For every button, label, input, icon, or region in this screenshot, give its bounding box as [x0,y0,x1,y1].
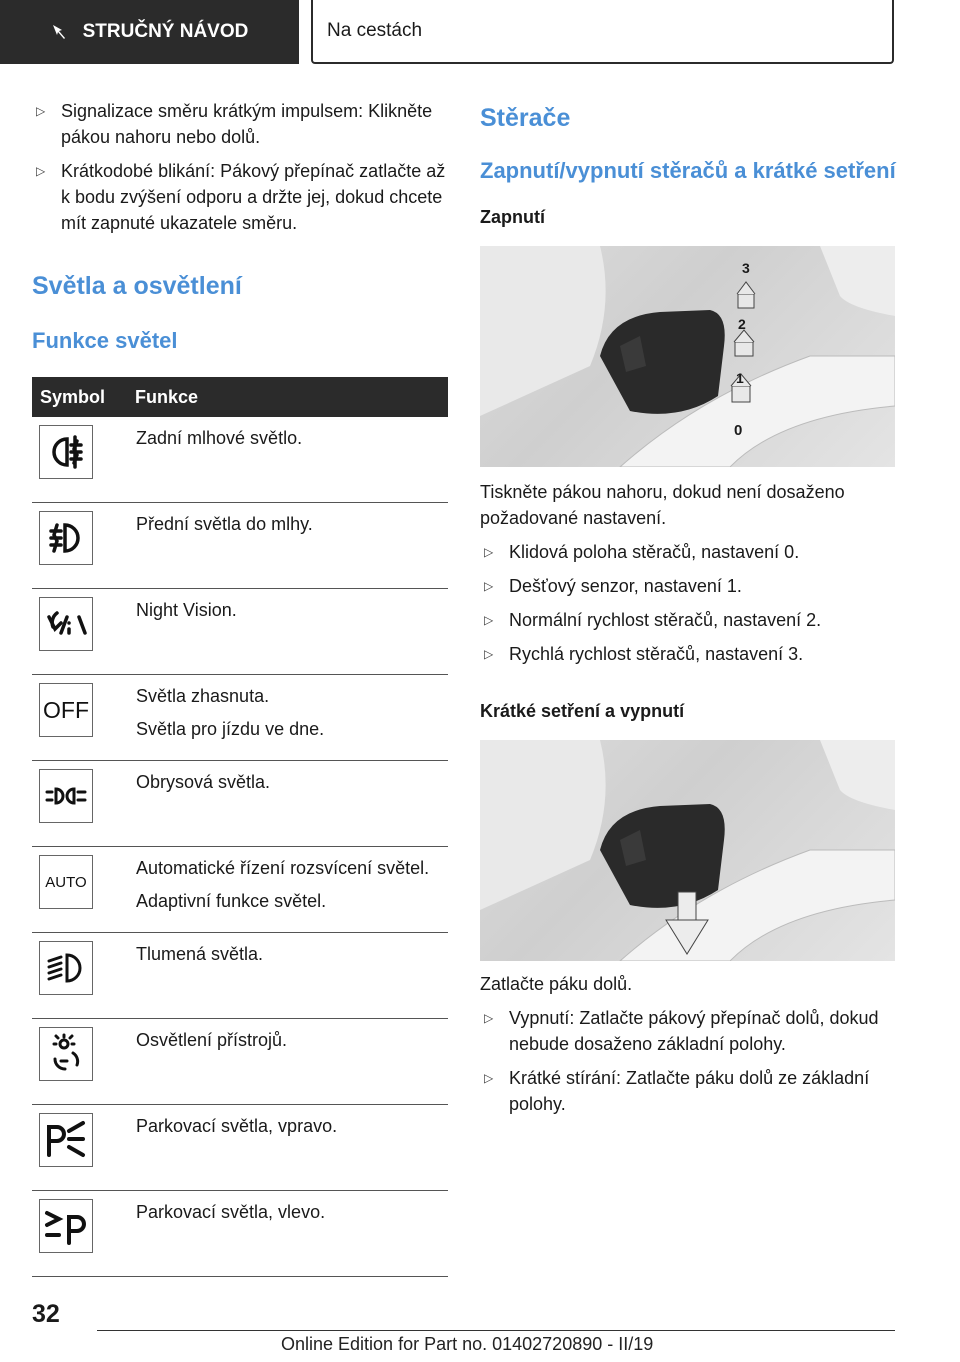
table-row [32,847,448,933]
column-header-symbol: Symbol [32,377,129,417]
list-item: ▷ Dešťový senzor, nastavení 1. [480,573,896,599]
front-fog-light-icon [39,511,93,565]
heading-short-wipe: Krátké setření a vypnutí [480,701,685,721]
table-row [32,1105,448,1191]
table-row [32,589,448,675]
table-row [32,761,448,847]
function-text-secondary: Adaptivní funkce světel. [136,891,327,911]
header-section [311,0,894,64]
quick-guide-icon [51,23,69,41]
edition-text: Online Edition for Part no. 01402720890 - II/19 [281,1334,654,1354]
header-tab-label: STRUČNÝ NÁVOD [82,21,249,42]
subsection-heading-light-functions: Funkce světel [32,328,178,353]
wiper-lever-up-image [480,246,895,467]
lights-off-icon [39,683,93,737]
table-row [32,503,448,589]
section-heading-wipers: Stěrače [480,104,571,132]
table-row [32,933,448,1019]
lights-off-icon-text: OFF [43,696,89,723]
section-heading-lights: Světla a osvětlení [32,272,242,300]
light-functions-table [32,377,448,1277]
function-text: Parkovací světla, vlevo. [136,1202,326,1222]
parking-side-lights-icon [39,769,93,823]
instruction-text: Tiskněte pákou nahoru, dokud není dosaženo požadované nastavení. [480,482,845,528]
rear-fog-light-icon [39,425,93,479]
function-text: Světla zhasnuta. [136,686,270,706]
wiper-position-2-label: 2 [738,316,746,332]
function-text: Obrysová světla. [136,772,271,792]
subsection-heading-wiper-toggle: Zapnutí/vypnutí stěračů a krátké setření [480,158,896,183]
header-section-label: Na cestách [327,20,423,41]
function-text: Osvětlení přístrojů. [136,1030,288,1050]
parking-light-right-icon [39,1113,93,1167]
footer-divider [97,1330,895,1331]
function-text: Tlumená světla. [136,944,264,964]
auto-lights-icon-text: AUTO [45,873,87,891]
list-item: ▷ Krátkodobé blikání: Pákový přepínač zatlačte až k bodu zvýšení odporu a držte jej, dokud chcete mít zapnuté ukazatele směru. [32,158,448,236]
short-wipe-list [480,1005,896,1117]
list-item: ▷ Normální rychlost stěračů, nastavení 2. [480,607,896,633]
table-row [32,417,448,503]
wiper-settings-list [480,539,896,667]
instruction-text: Zatlačte páku dolů. [480,974,633,994]
function-text: Přední světla do mlhy. [136,514,313,534]
function-text: Zadní mlhové světlo. [136,428,303,448]
function-text: Night Vision. [136,600,237,620]
list-item: ▷ Signalizace směru krátkým impulsem: Klikněte pákou nahoru nebo dolů. [32,98,448,150]
left-column [32,98,448,1277]
table-row [32,1019,448,1105]
wiper-position-1-label: 1 [736,370,744,386]
low-beam-icon [39,941,93,995]
table-row [32,675,448,761]
night-vision-icon [39,597,93,651]
page-number: 32 [32,1300,60,1328]
right-column [480,98,896,1125]
wiper-position-3-label: 3 [742,260,750,276]
wiper-lever-down-image [480,740,895,961]
header-tab[interactable] [0,0,299,64]
list-item: ▷ Krátké stírání: Zatlačte páku dolů ze základní polohy. [480,1065,896,1117]
heading-switch-on: Zapnutí [480,207,545,227]
list-item: ▷ Vypnutí: Zatlačte pákový přepínač dolů, dokud nebude dosaženo základní polohy. [480,1005,896,1057]
table-header-row [32,377,448,417]
parking-light-left-icon [39,1199,93,1253]
instrument-lighting-icon [39,1027,93,1081]
list-item: ▷ Rychlá rychlost stěračů, nastavení 3. [480,641,896,667]
list-item: ▷ Klidová poloha stěračů, nastavení 0. [480,539,896,565]
column-header-function: Funkce [129,377,448,417]
function-text-secondary: Světla pro jízdu ve dne. [136,719,325,739]
wiper-position-0-label: 0 [734,422,743,439]
table-row [32,1191,448,1277]
auto-lights-icon [39,855,93,909]
signal-bullets [32,98,448,236]
function-text: Parkovací světla, vpravo. [136,1116,338,1136]
function-text: Automatické řízení rozsvícení světel. [136,858,430,878]
